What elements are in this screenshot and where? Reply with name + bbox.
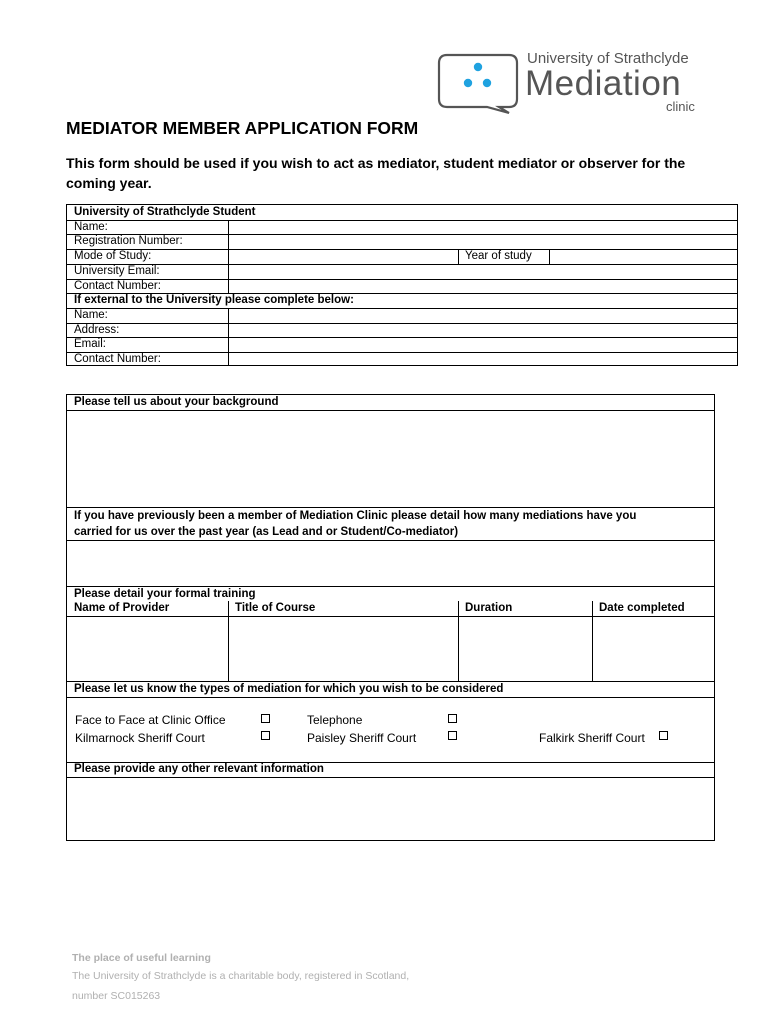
university-email-field[interactable] [229, 264, 737, 277]
external-name-label: Name: [74, 308, 108, 321]
form-title: MEDIATOR MEMBER APPLICATION FORM [66, 118, 419, 138]
face-to-face-checkbox[interactable] [261, 714, 270, 723]
footer-tagline: The place of useful learning [72, 952, 211, 964]
option-falkirk-label: Falkirk Sheriff Court [539, 731, 645, 745]
mediation-types-label: Please let us know the types of mediation for which you wish to be considered [74, 683, 504, 695]
university-email-label: University Email: [74, 264, 160, 277]
registration-number-field[interactable] [229, 235, 737, 248]
footer-charity-line2: number SC015263 [72, 990, 161, 1002]
option-paisley-label: Paisley Sheriff Court [307, 731, 417, 745]
date-completed-field[interactable] [593, 617, 714, 681]
logo-university-text: University of Strathclyde [527, 50, 689, 67]
external-email-label: Email: [74, 338, 106, 351]
external-address-field[interactable] [229, 323, 737, 336]
column-duration: Duration [465, 602, 513, 614]
registration-number-label: Registration Number: [74, 235, 183, 248]
other-info-label: Please provide any other relevant information [74, 763, 324, 775]
external-address-label: Address: [74, 323, 120, 336]
external-contact-field[interactable] [229, 353, 737, 366]
training-section [66, 586, 715, 682]
student-contact-field[interactable] [229, 279, 737, 292]
external-contact-label: Contact Number: [74, 353, 161, 365]
footer-charity-line1: The University of Strathclyde is a charitable body, registered in Scotland, [72, 970, 410, 982]
student-section-header: University of Strathclyde Student [74, 206, 256, 218]
telephone-checkbox[interactable] [448, 714, 457, 723]
personal-details-table [66, 204, 738, 366]
option-telephone-label: Telephone [307, 713, 363, 727]
student-name-field[interactable] [229, 220, 737, 233]
student-contact-label: Contact Number: [74, 279, 161, 292]
previous-label-line2: carried for us over the past year (as Lead and or Student/Co-mediator) [74, 526, 459, 538]
student-name-label: Name: [74, 220, 108, 233]
column-name-of-provider: Name of Provider [74, 602, 170, 614]
logo-name-text: Mediation [525, 64, 682, 103]
option-face-to-face-label: Face to Face at Clinic Office [75, 713, 226, 727]
duration-field[interactable] [459, 617, 591, 681]
mediation-types-section [66, 681, 715, 763]
mode-of-study-field[interactable] [229, 250, 457, 263]
kilmarnock-checkbox[interactable] [261, 731, 270, 740]
logo-dot-left [464, 79, 472, 87]
provider-field[interactable] [68, 617, 227, 681]
intro-text: This form should be used if you wish to act as mediator, student mediator or observer for the coming year. [66, 155, 686, 191]
paisley-checkbox[interactable] [448, 731, 457, 740]
external-section-header: If external to the University please complete below: [74, 294, 354, 307]
column-title-of-course: Title of Course [235, 602, 316, 614]
external-email-field[interactable] [229, 338, 737, 351]
column-date-completed: Date completed [599, 602, 685, 614]
other-info-field[interactable] [68, 778, 713, 839]
background-label: Please tell us about your background [74, 396, 279, 408]
background-section [66, 394, 715, 508]
previous-membership-section [66, 507, 715, 587]
logo-sub-text: clinic [666, 99, 695, 114]
previous-label-line1: If you have previously been a member of Mediation Clinic please detail how many mediations have you [74, 510, 637, 522]
external-name-field[interactable] [229, 308, 737, 321]
logo-dot-top [474, 63, 482, 71]
logo-dot-right [483, 79, 491, 87]
previous-mediations-field[interactable] [68, 541, 713, 585]
background-field[interactable] [68, 411, 713, 506]
year-of-study-field[interactable] [550, 250, 737, 263]
falkirk-checkbox[interactable] [659, 731, 668, 740]
training-label: Please detail your formal training [74, 588, 256, 600]
year-of-study-label: Year of study [465, 250, 532, 263]
option-kilmarnock-label: Kilmarnock Sheriff Court [75, 731, 205, 745]
course-title-field[interactable] [229, 617, 457, 681]
other-info-section [66, 762, 715, 841]
mode-of-study-label: Mode of Study: [74, 250, 152, 263]
